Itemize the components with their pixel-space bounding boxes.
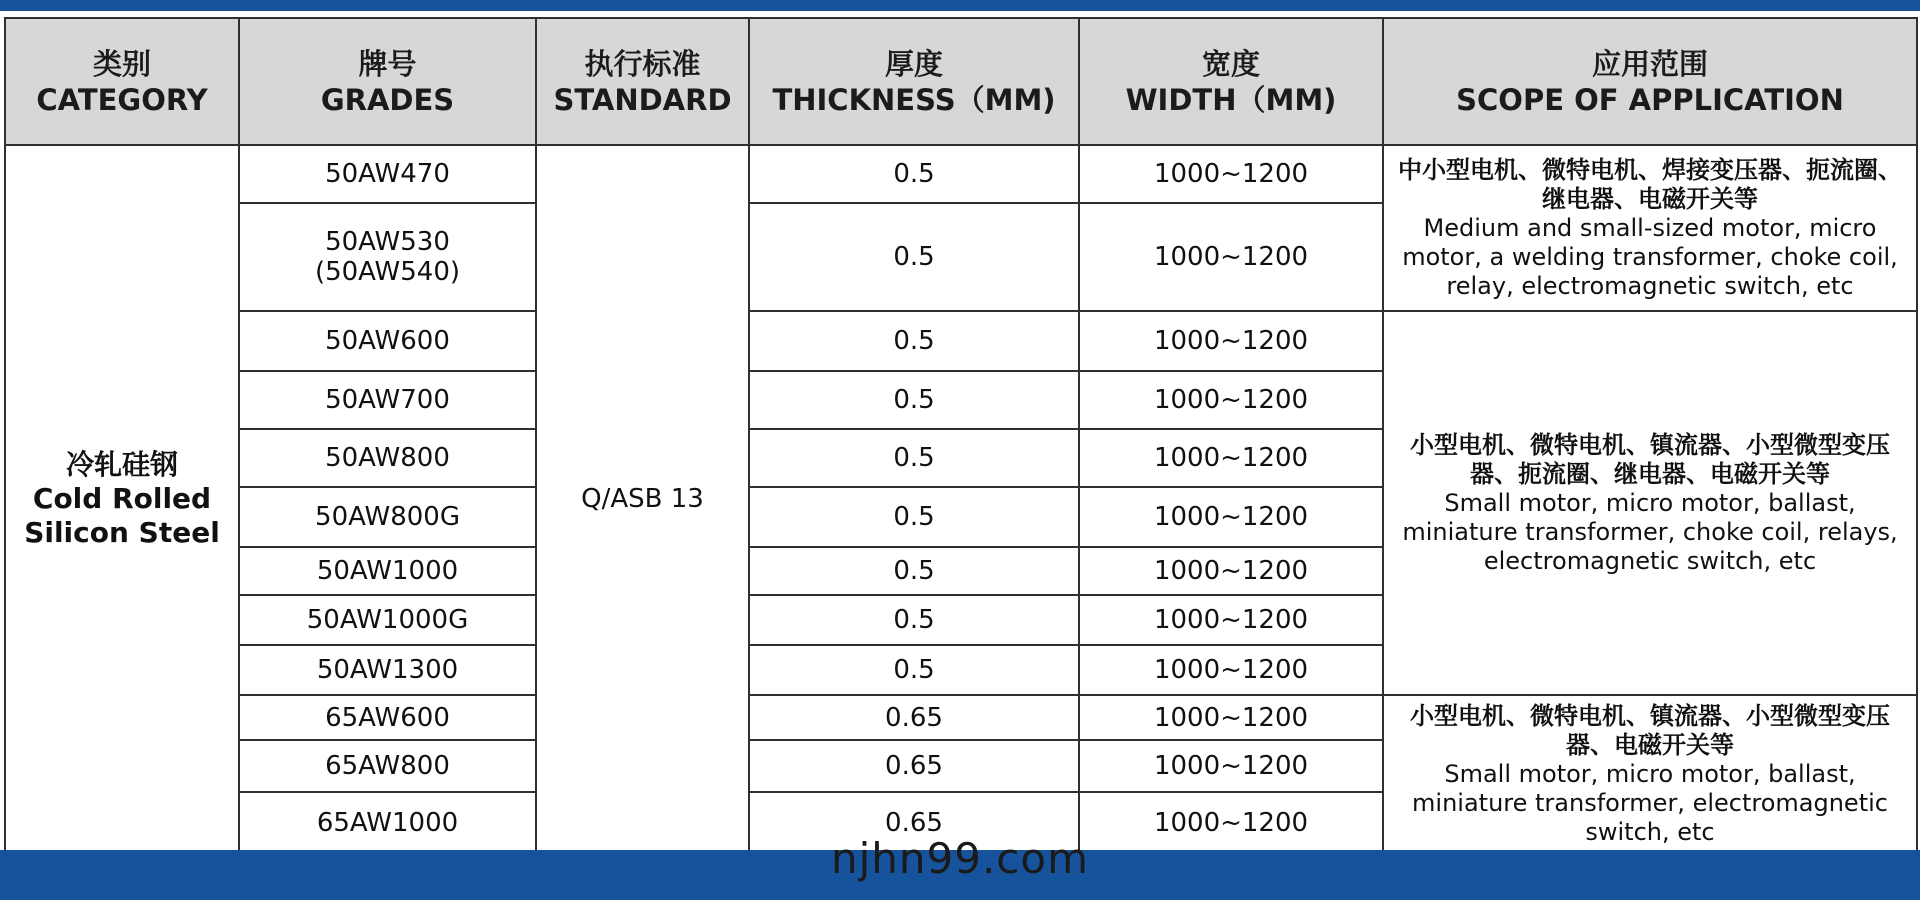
header-width [1079, 18, 1383, 145]
header-standard [536, 18, 749, 145]
header-grades [239, 18, 536, 145]
thickness-cell [749, 740, 1079, 792]
category-zh: 冷轧硅钢 [65, 448, 178, 481]
scope-en-line1: Medium and small-sized motor, micro [1423, 213, 1877, 242]
header-thickness-en: THICKNESS（MM) [772, 82, 1056, 117]
grade-cell [239, 371, 536, 429]
scope-cell-3 [1383, 695, 1917, 853]
width-cell [1079, 595, 1383, 645]
header-standard-en: STANDARD [553, 82, 732, 117]
header-grades-en: GRADES [320, 82, 455, 117]
width-value: 1000~1200 [1153, 751, 1309, 781]
scope-cell-2 [1383, 311, 1917, 695]
scope-en-line2: miniature transformer, electromagnetic [1412, 788, 1888, 817]
grade-cell [239, 311, 536, 371]
scope-en-line3: switch, etc [1585, 817, 1715, 846]
width-value: 1000~1200 [1153, 655, 1309, 685]
header-category-zh: 类别 [92, 46, 151, 81]
width-value: 1000~1200 [1153, 242, 1309, 272]
thickness-cell [749, 311, 1079, 371]
grade-cell [239, 145, 536, 203]
thickness-value: 0.5 [893, 443, 935, 473]
thickness-cell [749, 371, 1079, 429]
header-scope [1383, 18, 1917, 145]
header-scope-zh: 应用范围 [1591, 46, 1708, 81]
thickness-cell [749, 487, 1079, 547]
table-row [5, 145, 1917, 203]
grade-cell [239, 429, 536, 487]
grade-cell [239, 695, 536, 740]
width-cell [1079, 203, 1383, 311]
header-category-en: CATEGORY [36, 82, 208, 117]
scope-zh-line2: 器、扼流圈、继电器、电磁开关等 [1470, 459, 1830, 488]
grade-value: 50AW1000G [306, 605, 469, 635]
width-value: 1000~1200 [1153, 443, 1309, 473]
grade-value: 50AW1000 [316, 556, 459, 586]
grade-cell [239, 740, 536, 792]
thickness-value: 0.5 [893, 655, 935, 685]
thickness-value: 0.65 [885, 751, 943, 781]
scope-cell-1 [1383, 145, 1917, 311]
width-value: 1000~1200 [1153, 159, 1309, 189]
thickness-cell [749, 645, 1079, 695]
header-standard-zh: 执行标准 [584, 46, 701, 81]
width-value: 1000~1200 [1153, 702, 1309, 733]
thickness-value: 0.65 [885, 702, 943, 733]
category-en-line2: Silicon Steel [24, 516, 220, 549]
header-width-en: WIDTH（MM) [1125, 82, 1337, 117]
category-cell [5, 145, 239, 853]
scope-en-line2: miniature transformer, choke coil, relays, [1402, 517, 1898, 546]
grade-value: 50AW800G [315, 502, 460, 532]
header-row [5, 18, 1917, 145]
grade-cell [239, 645, 536, 695]
thickness-value: 0.5 [893, 605, 935, 635]
grade-cell [239, 487, 536, 547]
scope-en-line2: motor, a welding transformer, choke coil, [1402, 242, 1898, 271]
width-cell [1079, 145, 1383, 203]
scope-zh-line1: 中小型电机、微特电机、焊接变压器、扼流圈、 [1398, 155, 1902, 184]
thickness-value: 0.5 [893, 502, 935, 532]
header-scope-en: SCOPE OF APPLICATION [1456, 82, 1844, 117]
top-accent-bar [0, 0, 1920, 11]
header-category [5, 18, 239, 145]
width-cell [1079, 547, 1383, 595]
scope-en-line3: relay, electromagnetic switch, etc [1446, 271, 1854, 300]
header-thickness-zh: 厚度 [884, 46, 943, 81]
grade-value: 50AW600 [325, 326, 450, 356]
watermark-text: njhn99.com [830, 834, 1090, 883]
thickness-cell [749, 695, 1079, 740]
grade-cell [239, 203, 536, 311]
grade-value: 50AW1300 [316, 655, 459, 685]
scope-zh-line2: 继电器、电磁开关等 [1542, 184, 1758, 213]
width-value: 1000~1200 [1153, 502, 1309, 532]
width-value: 1000~1200 [1153, 556, 1309, 586]
scope-en-line3: electromagnetic switch, etc [1483, 546, 1817, 575]
thickness-value: 0.5 [893, 159, 935, 189]
header-grades-zh: 牌号 [358, 46, 417, 81]
spec-table [4, 17, 1918, 854]
scope-en-line1: Small motor, micro motor, ballast, [1444, 759, 1856, 788]
width-cell [1079, 429, 1383, 487]
grade-cell [239, 547, 536, 595]
standard-cell [536, 145, 749, 853]
width-cell [1079, 487, 1383, 547]
thickness-cell [749, 595, 1079, 645]
width-value: 1000~1200 [1153, 807, 1309, 838]
thickness-value: 0.5 [893, 385, 935, 415]
width-cell [1079, 311, 1383, 371]
grade-value: 65AW1000 [316, 807, 459, 838]
thickness-cell [749, 547, 1079, 595]
scope-zh-line2: 器、电磁开关等 [1566, 730, 1734, 759]
width-cell [1079, 740, 1383, 792]
thickness-value: 0.5 [893, 326, 935, 356]
width-value: 1000~1200 [1153, 605, 1309, 635]
width-cell [1079, 695, 1383, 740]
grade-cell [239, 595, 536, 645]
grade-value: 50AW700 [325, 385, 450, 415]
grade-value: 65AW600 [325, 702, 450, 733]
grade-value: 50AW800 [325, 443, 450, 473]
thickness-cell [749, 203, 1079, 311]
standard-value: Q/ASB 13 [581, 484, 704, 514]
width-value: 1000~1200 [1153, 326, 1309, 356]
thickness-value: 0.5 [893, 556, 935, 586]
table-row [5, 311, 1917, 371]
scope-zh-line1: 小型电机、微特电机、镇流器、小型微型变压 [1410, 430, 1890, 459]
thickness-cell [749, 429, 1079, 487]
scope-en-line1: Small motor, micro motor, ballast, [1444, 488, 1856, 517]
width-value: 1000~1200 [1153, 385, 1309, 415]
width-cell [1079, 371, 1383, 429]
grade-value: 50AW470 [325, 159, 450, 189]
thickness-value: 0.65 [885, 807, 943, 838]
grade-value: 50AW530 [325, 227, 450, 257]
header-thickness [749, 18, 1079, 145]
thickness-cell [749, 145, 1079, 203]
category-en-line1: Cold Rolled [32, 482, 212, 515]
table-row [5, 695, 1917, 740]
grade-alt-value: (50AW540) [314, 257, 461, 287]
header-width-zh: 宽度 [1201, 46, 1260, 81]
thickness-value: 0.5 [893, 242, 935, 272]
scope-zh-line1: 小型电机、微特电机、镇流器、小型微型变压 [1410, 701, 1890, 730]
width-cell [1079, 645, 1383, 695]
grade-value: 65AW800 [325, 751, 450, 781]
